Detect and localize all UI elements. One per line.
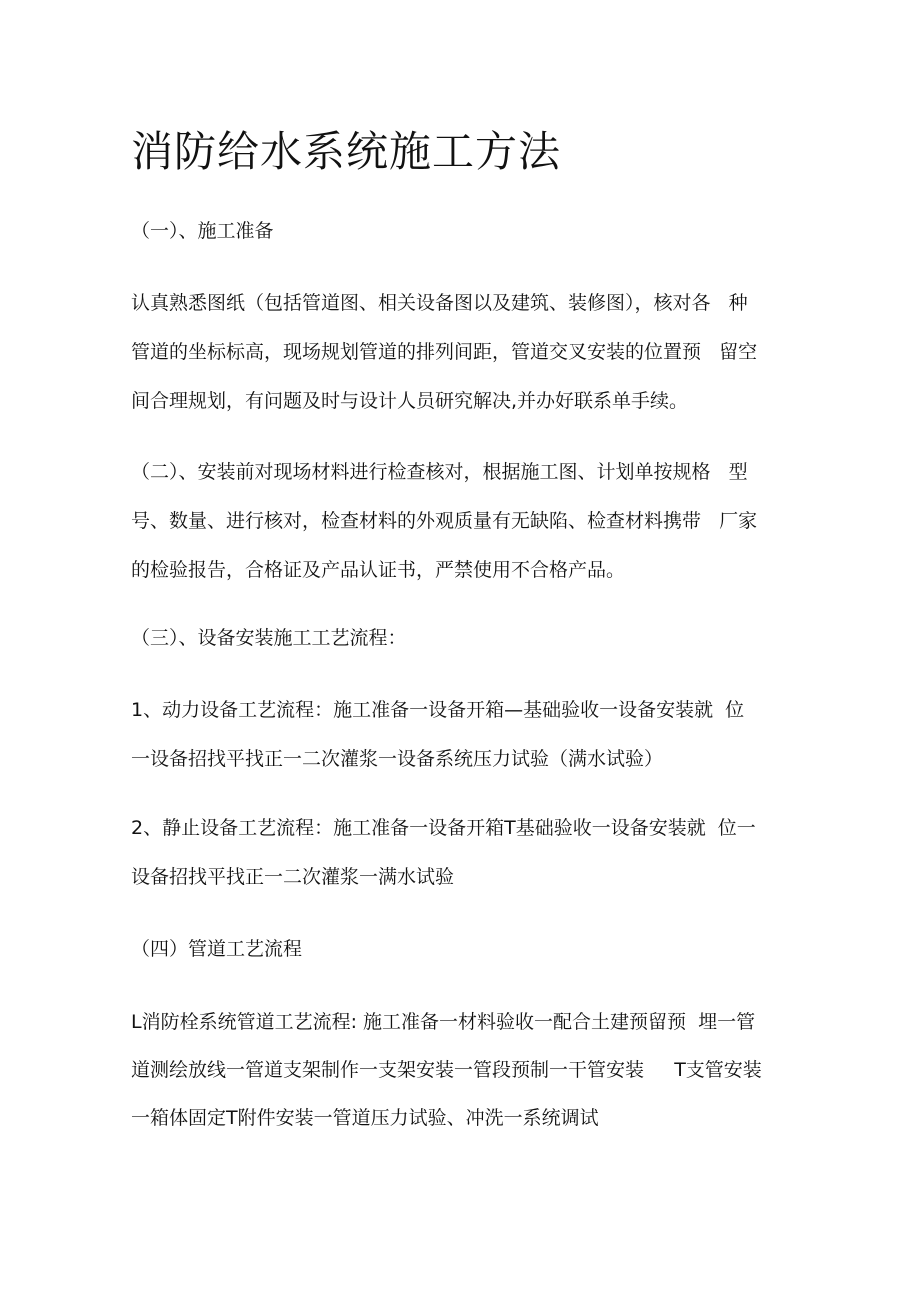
document-title: 消防给水系统施工方法 xyxy=(131,127,562,176)
paragraph-line: 认真熟悉图纸（包括管道图、相关设备图以及建筑、装修图），核对各 种 xyxy=(131,292,748,314)
section-heading-3: （三）、设备安装施工工艺流程： xyxy=(131,627,407,649)
paragraph-line: 1、动力设备工艺流程：施工准备一设备开箱—基础验收一设备安装就 位 xyxy=(131,699,745,721)
section-heading-1: （一）、施工准备 xyxy=(131,220,274,242)
paragraph-line: 间合理规划，有问题及时与设计人员研究解决,并办好联系单手续。 xyxy=(131,390,689,412)
paragraph-line: 一箱体固定T附件安装一管道压力试验、冲洗一系统调试 xyxy=(131,1107,599,1129)
paragraph-line: 道测绘放线一管道支架制作一支架安装一管段预制一干管安装 T支管安装 xyxy=(131,1059,762,1081)
paragraph-line: 的检验报告，合格证及产品认证书，严禁使用不合格产品。 xyxy=(131,559,626,581)
paragraph-line: 号、数量、进行核对，检查材料的外观质量有无缺陷、检查材料携带 厂家 xyxy=(131,510,758,532)
paragraph-line: （二）、安装前对现场材料进行检查核对，根据施工图、计划单按规格 型 xyxy=(131,461,748,483)
paragraph-line: 设备招找平找正一二次灌浆一满水试验 xyxy=(131,866,455,888)
paragraph-line: 2、静止设备工艺流程：施工准备一设备开箱T基础验收一设备安装就 位一 xyxy=(131,817,756,839)
paragraph-line: L消防栓系统管道工艺流程: 施工准备一材料验收一配合土建预留预 埋一管 xyxy=(131,1011,756,1033)
paragraph-line: 一设备招找平找正一二次灌浆一设备系统压力试验（满水试验） xyxy=(131,748,664,770)
section-heading-4: （四）管道工艺流程 xyxy=(131,938,303,960)
paragraph-line: 管道的坐标标高，现场规划管道的排列间距，管道交叉安装的位置预 留空 xyxy=(131,341,758,363)
